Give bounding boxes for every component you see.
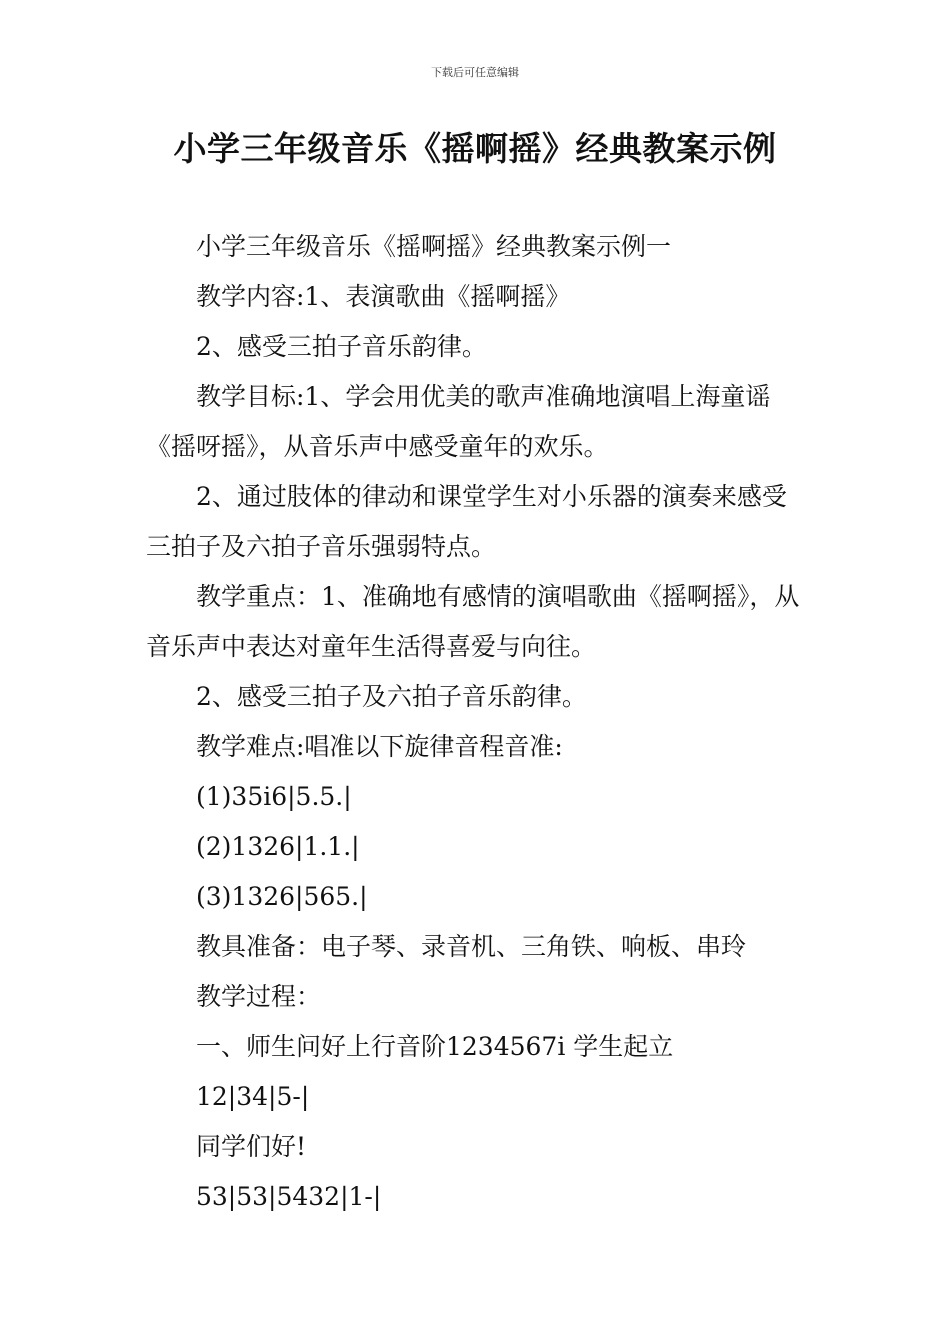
paragraph-teaching-aids: 教具准备：电子琴、录音机、三角铁、响板、串玲 <box>196 932 747 961</box>
paragraph-interval-3: (3)1326|565.| <box>196 882 368 911</box>
paragraph-melody-2: 53|53|5432|1-| <box>196 1182 382 1211</box>
paragraph-key-point-1: 教学重点：1、准确地有感情的演唱歌曲《摇啊摇》，从音乐声中表达对童年生活得喜爱与向往。 <box>146 582 800 661</box>
paragraph-key-point-2: 2、感受三拍子及六拍子音乐韵律。 <box>196 682 587 711</box>
paragraph-teaching-goal-1: 教学目标:1、学会用优美的歌声准确地演唱上海童谣《摇呀摇》，从音乐声中感受童年的欢乐。 <box>146 382 771 461</box>
paragraph-greeting-text: 同学们好! <box>196 1132 307 1161</box>
paragraph-teaching-content: 教学内容:1、表演歌曲《摇啊摇》 <box>196 282 571 311</box>
paragraph-step-greeting: 一、师生问好上行音阶1234567i 学生起立 <box>196 1032 674 1061</box>
paragraph-interval-2: (2)1326|1.1.| <box>196 832 360 861</box>
document-body <box>146 222 810 1222</box>
paragraph-difficulty: 教学难点:唱准以下旋律音程音准: <box>196 732 563 761</box>
paragraph-content-item-2: 2、感受三拍子音乐韵律。 <box>196 332 487 361</box>
document-title: 小学三年级音乐《摇啊摇》经典教案示例 <box>173 129 777 168</box>
paragraph-teaching-goal-2: 2、通过肢体的律动和课堂学生对小乐器的演奏来感受三拍子及六拍子音乐强弱特点。 <box>146 482 787 561</box>
paragraph-melody-1: 12|34|5-| <box>196 1082 310 1111</box>
paragraph-interval-1: (1)35i6|5.5.| <box>196 782 352 811</box>
paragraph-teaching-process: 教学过程： <box>196 982 322 1011</box>
page-header-note: 下载后可任意编辑 <box>431 66 519 79</box>
paragraph-subtitle: 小学三年级音乐《摇啊摇》经典教案示例一 <box>196 232 672 261</box>
